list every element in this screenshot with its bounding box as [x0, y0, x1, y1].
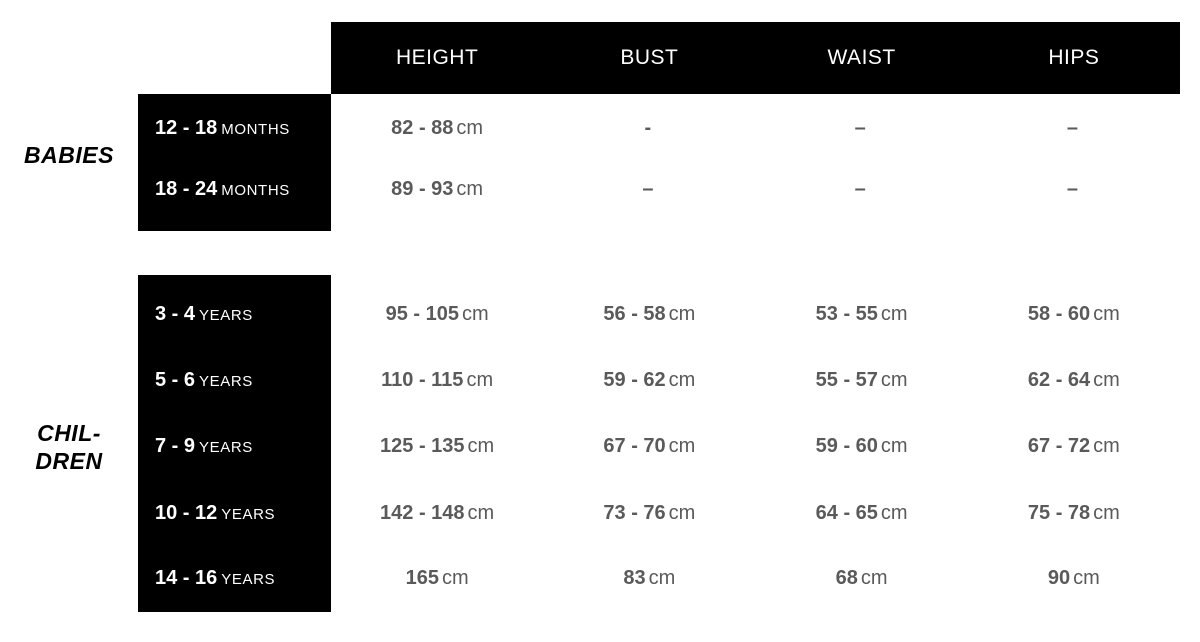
cell-height-value: 125 - 135: [380, 434, 465, 457]
cell-height: [331, 117, 543, 140]
row-age-unit: MONTHS: [221, 120, 290, 138]
table-row: [138, 558, 1180, 598]
cell-hips-value: 62 - 64: [1027, 368, 1091, 391]
row-age-unit: YEARS: [199, 306, 253, 324]
cell-bust: [543, 502, 755, 525]
cell-bust-unit: cm: [668, 368, 696, 391]
cell-bust-value: –: [642, 177, 654, 200]
table-row: [138, 493, 1180, 533]
cell-waist-value: 68: [835, 566, 858, 589]
cell-waist: [756, 567, 968, 590]
cell-height: [331, 435, 543, 458]
cell-height-unit: cm: [456, 177, 484, 200]
cell-hips: [968, 178, 1180, 201]
cell-bust-unit: cm: [668, 501, 696, 524]
cell-bust-unit: cm: [648, 566, 676, 589]
cell-bust-value: 67 - 70: [603, 434, 666, 457]
cell-height-unit: cm: [461, 302, 489, 325]
cell-hips: [968, 117, 1180, 140]
row-age-unit: YEARS: [199, 372, 253, 390]
cell-height: [331, 369, 543, 392]
cell-height: [331, 567, 543, 590]
cell-bust: [543, 567, 755, 590]
table-row: [138, 426, 1180, 466]
cell-bust: [543, 117, 755, 140]
cell-hips: [968, 567, 1180, 590]
table-row: [138, 294, 1180, 334]
group-title-children: [0, 419, 138, 475]
cell-waist-value: –: [854, 116, 866, 139]
row-age-label: [138, 435, 331, 458]
cell-height-unit: cm: [441, 566, 469, 589]
row-age-range: 5 - 6: [155, 368, 196, 391]
row-age-unit: YEARS: [199, 438, 253, 456]
cell-waist: [756, 502, 968, 525]
cell-bust: [543, 303, 755, 326]
row-age-range: 10 - 12: [155, 501, 218, 524]
cell-height-unit: cm: [456, 116, 484, 139]
cell-hips-unit: cm: [1073, 566, 1100, 589]
group-title-babies-line1: BABIES: [24, 142, 114, 168]
table-header-row: [331, 22, 1180, 94]
cell-height-value: 82 - 88: [391, 116, 454, 139]
cell-height: [331, 303, 543, 326]
cell-hips-value: 75 - 78: [1027, 501, 1091, 524]
cell-hips-unit: cm: [1093, 434, 1120, 457]
group-title-babies: [0, 141, 138, 169]
cell-bust-unit: cm: [668, 434, 696, 457]
group-title-children-line1: CHIL-: [37, 420, 101, 446]
column-header-hips: HIPS: [1048, 46, 1100, 69]
cell-height-value: 142 - 148: [380, 501, 465, 524]
row-age-label: [138, 178, 331, 201]
cell-waist-unit: cm: [880, 501, 908, 524]
cell-waist: [756, 178, 968, 201]
cell-hips-unit: cm: [1093, 501, 1120, 524]
cell-bust: [543, 369, 755, 392]
cell-waist-value: 64 - 65: [815, 501, 878, 524]
cell-bust-value: 59 - 62: [603, 368, 666, 391]
cell-height-unit: cm: [467, 501, 495, 524]
cell-height-unit: cm: [466, 368, 494, 391]
cell-waist: [756, 117, 968, 140]
cell-height-unit: cm: [467, 434, 495, 457]
cell-waist-unit: cm: [880, 368, 908, 391]
cell-waist-value: 53 - 55: [815, 302, 878, 325]
cell-hips: [968, 502, 1180, 525]
cell-hips: [968, 369, 1180, 392]
cell-hips-value: 58 - 60: [1027, 302, 1091, 325]
cell-bust-unit: cm: [668, 302, 696, 325]
row-age-range: 14 - 16: [155, 566, 218, 589]
cell-waist-value: 55 - 57: [815, 368, 878, 391]
row-age-unit: YEARS: [221, 570, 276, 588]
row-age-label: [138, 369, 331, 392]
cell-waist-unit: cm: [860, 566, 888, 589]
cell-hips: [968, 435, 1180, 458]
cell-height-value: 165: [405, 566, 439, 589]
cell-hips: [968, 303, 1180, 326]
row-age-unit: YEARS: [221, 505, 276, 523]
table-row: [138, 108, 1180, 148]
cell-bust-value: -: [644, 116, 652, 139]
cell-hips-value: –: [1066, 177, 1078, 200]
cell-waist-value: –: [854, 177, 866, 200]
row-age-range: 3 - 4: [155, 302, 196, 325]
cell-hips-value: –: [1066, 116, 1078, 139]
cell-waist-unit: cm: [880, 434, 908, 457]
cell-waist-value: 59 - 60: [815, 434, 878, 457]
cell-height: [331, 502, 543, 525]
row-age-label: [138, 567, 331, 590]
cell-bust-value: 83: [623, 566, 646, 589]
row-age-range: 12 - 18: [155, 116, 218, 139]
cell-bust-value: 73 - 76: [603, 501, 666, 524]
cell-height: [331, 178, 543, 201]
cell-waist-unit: cm: [880, 302, 908, 325]
cell-hips-unit: cm: [1093, 368, 1120, 391]
cell-height-value: 110 - 115: [381, 368, 464, 391]
row-age-range: 7 - 9: [155, 434, 196, 457]
cell-waist: [756, 303, 968, 326]
cell-height-value: 89 - 93: [391, 177, 454, 200]
row-age-label: [138, 117, 331, 140]
cell-hips-value: 90: [1047, 566, 1071, 589]
group-title-children-line2: DREN: [35, 448, 103, 474]
cell-hips-unit: cm: [1093, 302, 1120, 325]
column-header-waist: WAIST: [827, 46, 896, 69]
row-age-unit: MONTHS: [221, 181, 290, 199]
table-row: [138, 169, 1180, 209]
row-age-range: 18 - 24: [155, 177, 218, 200]
table-row: [138, 360, 1180, 400]
cell-hips-value: 67 - 72: [1027, 434, 1091, 457]
column-header-height: HEIGHT: [395, 46, 479, 69]
row-age-label: [138, 303, 331, 326]
cell-height-value: 95 - 105: [385, 302, 459, 325]
cell-bust: [543, 178, 755, 201]
row-age-label: [138, 502, 331, 525]
cell-waist: [756, 369, 968, 392]
cell-waist: [756, 435, 968, 458]
column-header-bust: BUST: [620, 46, 679, 69]
cell-bust-value: 56 - 58: [603, 302, 666, 325]
cell-bust: [543, 435, 755, 458]
